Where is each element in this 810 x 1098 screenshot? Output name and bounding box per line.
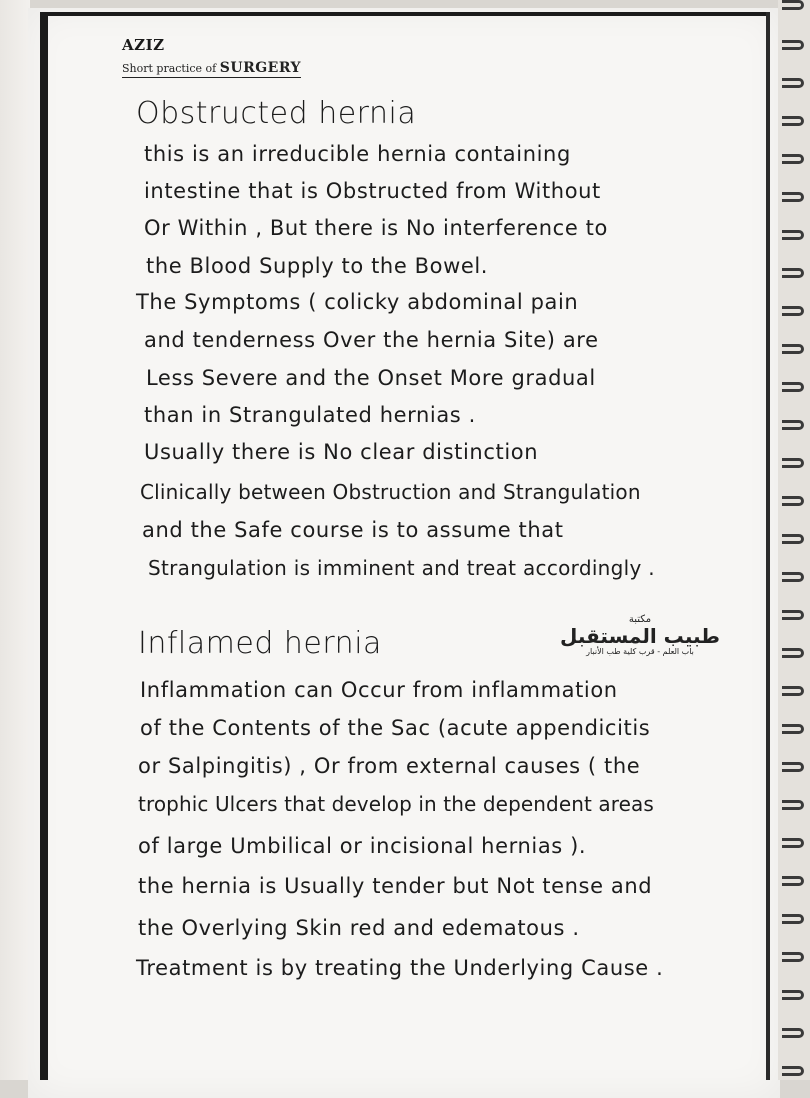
coil [782,610,804,620]
text-line: or Salpingitis) , Or from external causes ( the [138,754,641,778]
coil [782,382,804,392]
text-line: the Overlying Skin red and edematous . [138,916,580,940]
stamp-line3: باب العلم - قرب كلية طب الأنبار [586,647,694,656]
page-frame-left [40,12,48,1080]
stamp-line2: طبيب المستقبل [560,624,720,648]
text-line: Usually there is No clear distinction [144,440,539,464]
coil [782,990,804,1000]
coil [782,1066,804,1076]
coil [782,496,804,506]
text-line: the Blood Supply to the Bowel. [146,254,489,278]
text-line: of the Contents of the Sac (acute appendicitis [140,716,651,740]
coil [782,268,804,278]
coil [782,838,804,848]
coil [782,952,804,962]
coil [782,0,804,10]
coil [782,154,804,164]
text-line: Inflammation can Occur from inflammation [140,678,618,702]
page-frame-right [766,12,770,1080]
coil [782,40,804,50]
brand-subtitle [122,60,301,78]
coil [782,1028,804,1038]
coil [782,116,804,126]
coil [782,192,804,202]
text-line: and tenderness Over the hernia Site) are [144,328,599,352]
coil [782,648,804,658]
coil [782,876,804,886]
text-line: Strangulation is imminent and treat accordingly . [148,556,655,580]
brand-subtitle-small: Short practice of [122,62,217,75]
text-line: than in Strangulated hernias . [144,403,476,427]
coil [782,724,804,734]
text-line: and the Safe course is to assume that [142,518,564,542]
coil [782,762,804,772]
coil [782,800,804,810]
coil [782,686,804,696]
text-line: Treatment is by treating the Underlying Cause . [136,956,664,980]
coil [782,914,804,924]
text-line: Clinically between Obstruction and Strangulation [140,480,641,504]
brand-author: AZIZ [122,36,165,54]
coil [782,230,804,240]
page-frame-top [40,12,770,16]
coil [782,344,804,354]
text-line: this is an irreducible hernia containing [144,142,571,166]
section-title: Obstructed hernia [136,96,417,131]
text-line: of large Umbilical or incisional hernias ). [138,834,587,858]
text-line: intestine that is Obstructed from Without [144,179,601,203]
library-stamp [560,614,720,656]
text-line: the hernia is Usually tender but Not tense and [138,874,653,898]
book-brand [122,36,301,78]
text-line: Less Severe and the Onset More gradual [146,366,596,390]
coil [782,572,804,582]
text-line: trophic Ulcers that develop in the dependent areas [138,792,654,816]
text-line: Or Within , But there is No interference to [144,216,608,240]
coil [782,534,804,544]
coil [782,78,804,88]
section-title: Inflamed hernia [138,626,382,661]
page-left-edge [0,0,30,1080]
spiral-binding [778,0,810,1080]
coil [782,458,804,468]
text-line: The Symptoms ( colicky abdominal pain [136,290,579,314]
brand-subtitle-big: SURGERY [219,60,302,76]
coil [782,420,804,430]
coil [782,306,804,316]
stamp-line1: مكتبة [628,614,652,625]
